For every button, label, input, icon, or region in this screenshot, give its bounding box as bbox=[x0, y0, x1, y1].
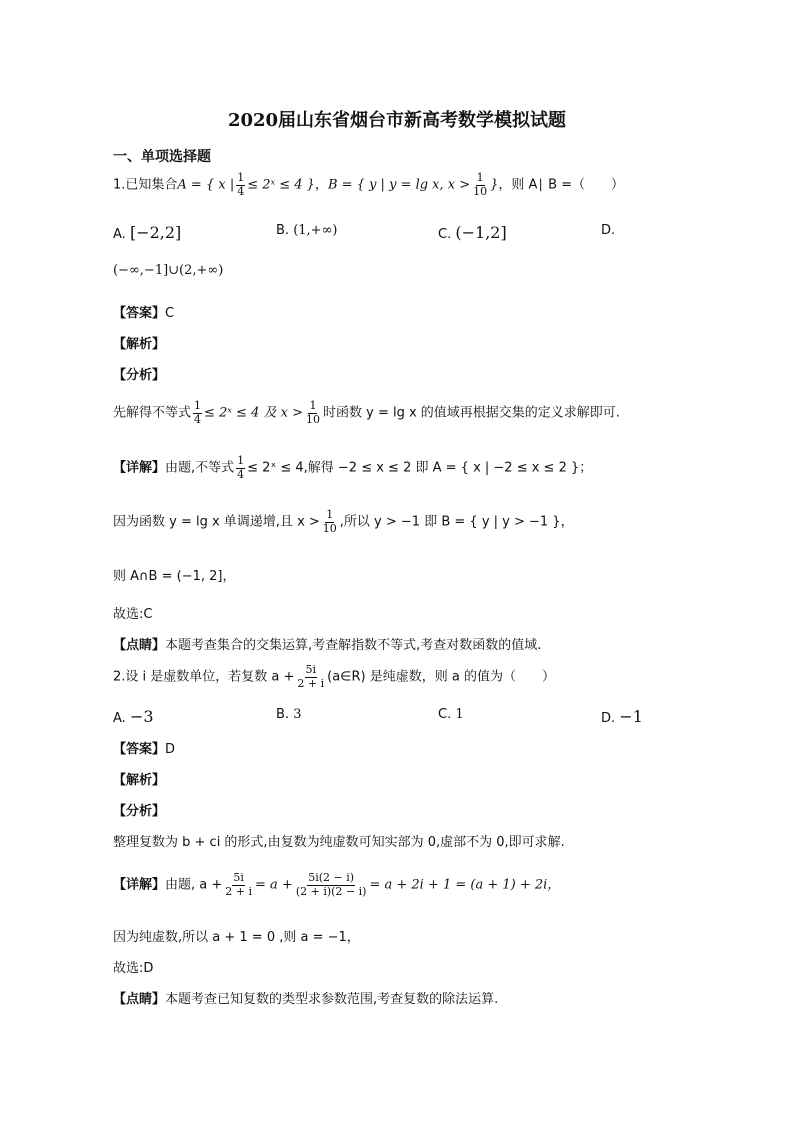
option-value: 3 bbox=[293, 707, 302, 722]
option-value: [−2,2] bbox=[129, 223, 182, 242]
comment-tag: 【点睛】 bbox=[113, 992, 166, 1007]
answer-value: D bbox=[165, 742, 176, 757]
q2-detail1-b: = a + bbox=[255, 877, 293, 893]
option-value: −1 bbox=[619, 707, 643, 726]
analysis-b: ≤ 2ˣ ≤ 4 及 x > bbox=[204, 405, 303, 421]
frac-den: 4 bbox=[194, 412, 202, 426]
option-label: A. bbox=[113, 227, 126, 242]
q2-option-d bbox=[601, 707, 643, 726]
frac-num: 1 bbox=[476, 171, 484, 184]
q2-jiexi: 【解析】 bbox=[113, 773, 166, 788]
q1-set-a: A = { x | bbox=[177, 177, 235, 193]
frac-num: 1 bbox=[237, 171, 245, 184]
option-value: 1 bbox=[455, 707, 464, 722]
q1-option-a bbox=[113, 223, 181, 242]
q1-option-c bbox=[438, 223, 507, 242]
detail1-a: 由题,不等式 bbox=[165, 460, 235, 476]
frac-num: 1 bbox=[309, 399, 317, 412]
q2-detail1-a: 由题, a + bbox=[165, 877, 223, 893]
q2-option-c bbox=[438, 707, 464, 722]
q1-detail-2 bbox=[113, 509, 574, 535]
frac-num: 5i bbox=[233, 871, 244, 884]
q2-answer bbox=[113, 738, 175, 757]
q2-option-b bbox=[276, 707, 301, 722]
option-value: (−1,2] bbox=[455, 223, 507, 242]
comment-text: 本题考查集合的交集运算,考查解指数不等式,考查对数函数的值域. bbox=[165, 638, 542, 653]
frac-num: 1 bbox=[194, 399, 202, 412]
answer-tag: 【答案】 bbox=[113, 306, 166, 321]
comment-text: 本题考查已知复数的类型求参数范围,考查复数的除法运算. bbox=[165, 992, 499, 1007]
option-label: C. bbox=[438, 707, 452, 722]
q1-stem bbox=[113, 172, 624, 198]
option-value: (1,+∞) bbox=[293, 223, 338, 238]
q1-stem-prefix: 1.已知集合 bbox=[113, 177, 178, 193]
q2-analysis: 整理复数为 b + ci 的形式,由复数为纯虚数可知实部为 0,虚部不为 0,即可求解. bbox=[113, 835, 565, 850]
q1-sep: ， bbox=[314, 177, 328, 193]
frac-num: 1 bbox=[237, 454, 245, 467]
option-label: A. bbox=[113, 711, 126, 726]
option-label: B. bbox=[276, 223, 290, 238]
q1-option-b bbox=[276, 223, 337, 238]
analysis-a: 先解得不等式 bbox=[113, 405, 192, 421]
q2-comment bbox=[113, 988, 498, 1007]
frac-num: 5i bbox=[305, 663, 317, 676]
detail-tag: 【详解】 bbox=[113, 460, 166, 476]
q1-set-b: B = { y | y = lg x, x > bbox=[327, 177, 471, 193]
analysis-frac-tenth bbox=[305, 400, 321, 426]
q2-detail-frac-2 bbox=[295, 872, 368, 898]
q1-frac-tenth bbox=[472, 172, 488, 198]
q2-detail-1 bbox=[113, 872, 560, 898]
page-title: 2020届山东省烟台市新高考数学模拟试题 bbox=[227, 110, 567, 131]
frac-den: 4 bbox=[237, 184, 245, 198]
detail1-frac bbox=[236, 455, 245, 481]
option-label: C. bbox=[438, 227, 452, 242]
q1-frac-quarter bbox=[236, 172, 245, 198]
option-value: −3 bbox=[129, 707, 154, 726]
frac-den: 2 + i bbox=[297, 676, 325, 690]
frac-den: 10 bbox=[322, 521, 337, 535]
q2-detail-frac-1 bbox=[224, 872, 253, 898]
q2-detail-2: 因为纯虚数,所以 a + 1 = 0 ,则 a = −1， bbox=[113, 930, 360, 945]
analysis-c: 时函数 y = lg x 的值域再根据交集的定义求解即可. bbox=[322, 405, 620, 421]
frac-den: 10 bbox=[305, 412, 320, 426]
q1-detail-3: 则 A∩B = (−1, 2]， bbox=[113, 569, 236, 584]
q1-option-d-value: (−∞,−1]∪(2,+∞) bbox=[113, 263, 224, 278]
q2-stem-b: (a∈R) 是纯虚数，则 a 的值为（ ） bbox=[327, 669, 555, 685]
frac-num: 5i(2 − i) bbox=[308, 871, 355, 884]
q1-choose: 故选:C bbox=[113, 607, 153, 622]
detail1-b: ≤ 2ˣ ≤ 4,解得 −2 ≤ x ≤ 2 即 A = { x | −2 ≤ x ≤ 2 }； bbox=[247, 460, 593, 476]
comment-tag: 【点睛】 bbox=[113, 638, 166, 653]
q1-analysis bbox=[113, 400, 620, 426]
q2-detail1-c: = a + 2i + 1 = (a + 1) + 2i， bbox=[369, 877, 561, 893]
q1-detail-1 bbox=[113, 455, 592, 481]
detail2-a: 因为函数 y = lg x 单调递增,且 x > bbox=[113, 514, 320, 530]
q2-option-a bbox=[113, 707, 154, 726]
option-label: B. bbox=[276, 707, 290, 722]
frac-den: (2 + i)(2 − i) bbox=[295, 884, 367, 898]
frac-num: 1 bbox=[326, 508, 334, 521]
frac-den: 4 bbox=[237, 467, 245, 481]
q2-stem bbox=[113, 664, 555, 690]
q1-set-b-close: } bbox=[490, 177, 499, 193]
answer-value: C bbox=[165, 306, 175, 321]
frac-den: 2 + i bbox=[225, 884, 253, 898]
frac-den: 10 bbox=[473, 184, 488, 198]
q1-jiexi: 【解析】 bbox=[113, 337, 166, 352]
section-heading: 一、单项选择题 bbox=[113, 149, 211, 165]
q1-set-a-rest: ≤ 2ˣ ≤ 4 } bbox=[247, 177, 315, 193]
q1-fenxi: 【分析】 bbox=[113, 368, 166, 383]
detail2-frac bbox=[322, 509, 338, 535]
q1-answer bbox=[113, 302, 174, 321]
analysis-frac-quarter bbox=[193, 400, 202, 426]
q1-option-d-label: D. bbox=[601, 223, 616, 238]
q2-stem-frac bbox=[296, 664, 325, 690]
q1-comment bbox=[113, 634, 541, 653]
q2-choose: 故选:D bbox=[113, 961, 154, 976]
answer-tag: 【答案】 bbox=[113, 742, 166, 757]
q2-stem-a: 2.设 i 是虚数单位，若复数 a + bbox=[113, 669, 295, 685]
detail-tag: 【详解】 bbox=[113, 877, 166, 893]
q2-fenxi: 【分析】 bbox=[113, 804, 166, 819]
option-label: D. bbox=[601, 711, 616, 726]
q1-stem-suffix: ，则 A∣ B =（ ） bbox=[498, 177, 625, 193]
detail2-b: ,所以 y > −1 即 B = { y | y > −1 }， bbox=[339, 514, 574, 530]
